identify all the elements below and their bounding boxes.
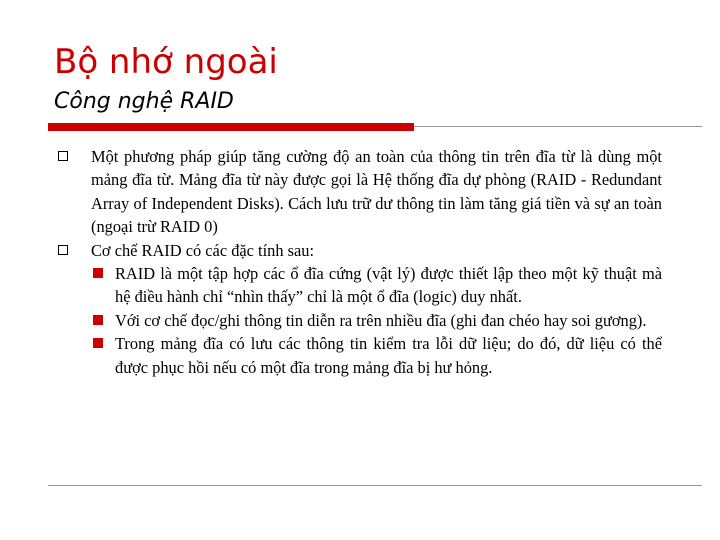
slide-subtitle: Công nghệ RAID xyxy=(54,89,234,114)
hollow-square-bullet-icon xyxy=(58,151,68,161)
sub-bullet-text: Với cơ chế đọc/ghi thông tin diễn ra trên nhiều đĩa (ghi đan chéo hay soi gương). xyxy=(115,310,647,330)
filled-square-bullet-icon xyxy=(93,268,103,278)
slide-body xyxy=(56,145,662,379)
filled-square-bullet-icon xyxy=(93,315,103,325)
filled-square-bullet-icon xyxy=(93,338,103,348)
bullet-text: Cơ chế RAID có các đặc tính sau: xyxy=(91,240,315,260)
sub-bullet-item xyxy=(91,332,662,379)
footer-divider-line xyxy=(48,485,702,486)
bullet-text: Một phương pháp giúp tăng cường độ an toàn của thông tin trên đĩa từ là dùng một mảng đĩa từ. Mảng đĩa từ này được gọi là Hệ thống đĩa dự phòng (RAID - Redundant Array of Independent Disks). Cách lưu trữ dư thông tin làm tăng giá tiền và sự an toàn (ngoại trừ RAID 0) xyxy=(91,147,662,237)
title-divider-line xyxy=(414,126,702,127)
slide-title: Bộ nhớ ngoài xyxy=(54,42,278,82)
title-accent-rule xyxy=(48,123,414,131)
sub-bullet-item xyxy=(91,309,662,332)
bullet-item xyxy=(56,145,662,239)
sub-bullet-text: RAID là một tập hợp các ổ đĩa cứng (vật lý) được thiết lập theo một kỹ thuật mà hệ điều hành chỉ “nhìn thấy” chỉ là một ổ đĩa (logic) duy nhất. xyxy=(115,264,662,307)
sub-bullet-text: Trong mảng đĩa có lưu các thông tin kiểm tra lỗi dữ liệu; do đó, dữ liệu có thể được phục hồi nếu có một đĩa trong mảng đĩa bị hư hỏng. xyxy=(115,334,662,377)
bullet-item xyxy=(56,239,662,262)
hollow-square-bullet-icon xyxy=(58,245,68,255)
bullet-list xyxy=(56,145,662,379)
sub-bullet-item xyxy=(91,262,662,309)
